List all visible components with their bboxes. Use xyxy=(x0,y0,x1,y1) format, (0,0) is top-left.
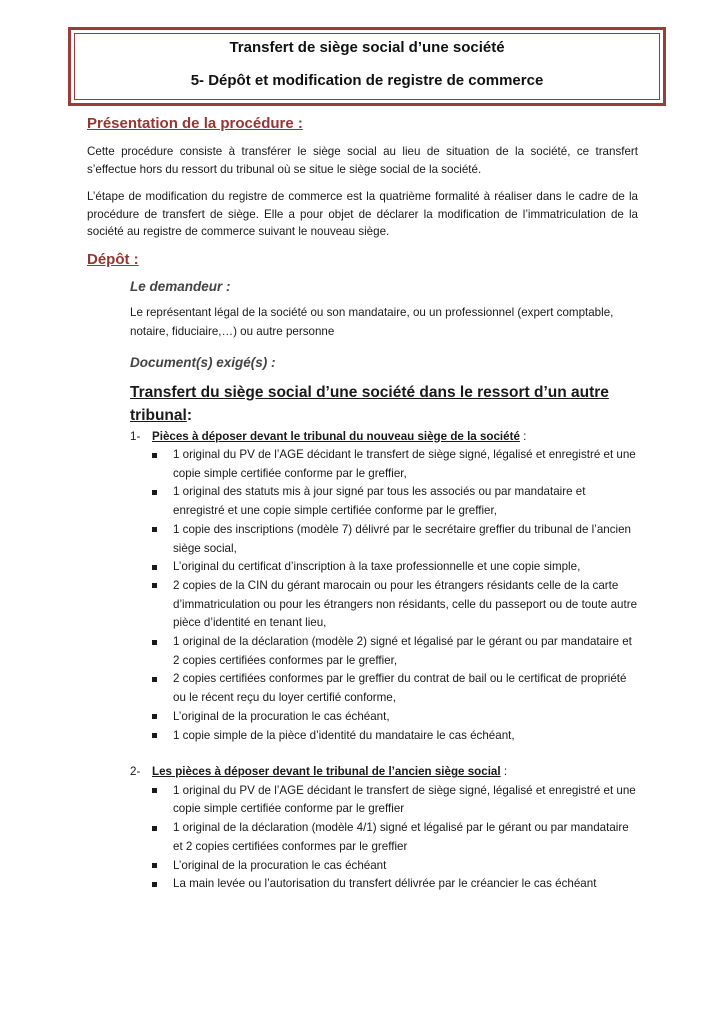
document-subtitle: 5- Dépôt et modification de registre de commerce xyxy=(190,72,544,89)
documents-heading: Document(s) exigé(s) : xyxy=(130,354,276,370)
group-1-suffix: : xyxy=(519,429,527,443)
group-1-number: 1- xyxy=(130,429,141,443)
group-1-heading xyxy=(87,428,638,447)
demandeur-text: Le représentant légal de la société ou son mandataire, ou un professionnel (expert comptable, notaire, fiduciaire,…) ou autre personne xyxy=(130,305,614,338)
list-item xyxy=(87,633,638,670)
list-item-text: 1 original du PV de l’AGE décidant le transfert de siège signé, légalisé et enregistré et une copie simple certifiée conforme par le greffier, xyxy=(173,448,636,480)
list-item-text: 2 copies de la CIN du gérant marocain ou pour les étrangers résidants celle de la carte d’immatriculation ou pour les étrangers non résidants, celle du passeport ou de toute autre pièce d’identité en tenant lieu, xyxy=(173,578,638,630)
demandeur-heading: Le demandeur : xyxy=(130,278,231,294)
presentation-paragraph-1: Cette procédure consiste à transférer le siège social au lieu de situation de la société, ce transfert s’effectue hors du ressort du tribunal où se situe le siège social de la société. xyxy=(87,145,638,176)
list-item-text: L’original du certificat d’inscription à la taxe professionnelle et une copie simple, xyxy=(173,560,581,574)
list-item xyxy=(87,558,638,577)
list-item xyxy=(87,857,638,876)
list-item xyxy=(87,727,638,746)
list-item xyxy=(87,521,638,558)
group-1-label: Pièces à déposer devant le tribunal du nouveau siège de la société xyxy=(152,429,520,443)
list-item-text: 1 copie simple de la pièce d’identité du mandataire le cas échéant, xyxy=(173,728,515,742)
group-1-list xyxy=(87,446,638,745)
document-title: Transfert de siège social d’une société xyxy=(229,39,505,56)
transfer-heading xyxy=(87,381,638,427)
group-2-suffix: : xyxy=(500,765,508,779)
square-bullet-icon xyxy=(152,527,157,532)
square-bullet-icon xyxy=(152,714,157,719)
square-bullet-icon xyxy=(152,788,157,793)
square-bullet-icon xyxy=(152,733,157,738)
list-item-text: L’original de la procuration le cas échéant xyxy=(173,858,387,872)
list-item xyxy=(87,875,638,894)
presentation-heading: Présentation de la procédure : xyxy=(87,115,303,132)
list-item-text: 1 original de la déclaration (modèle 2) signé et légalisé par le gérant ou par mandataire et 2 copies certifiées conformes par le greffier, xyxy=(173,635,632,667)
list-item-text: L’original de la procuration le cas échéant, xyxy=(173,709,390,723)
list-item-text: 1 copie des inscriptions (modèle 7) délivré par le secrétaire greffier du tribunal de l’ancien siège social, xyxy=(173,522,631,555)
document-body xyxy=(87,115,638,894)
list-item-text: 1 original de la déclaration (modèle 4/1) signé et légalisé par le gérant ou par mandataire et 2 copies certifiées conformes par le greffier xyxy=(173,821,629,853)
square-bullet-icon xyxy=(152,565,157,570)
depot-heading: Dépôt : xyxy=(87,250,139,268)
list-item xyxy=(87,483,638,520)
list-item xyxy=(87,577,638,633)
group-2-number: 2- xyxy=(130,765,141,779)
list-item-text: La main levée ou l’autorisation du transfert délivrée par le créancier le cas échéant xyxy=(173,877,597,891)
transfer-heading-text: Transfert du siège social d’une société dans le ressort d’un autre tribunal xyxy=(130,383,609,424)
square-bullet-icon xyxy=(152,453,157,458)
square-bullet-icon xyxy=(152,640,157,645)
list-item-text: 2 copies certifiées conformes par le greffier du contrat de bail ou le certificat de propriété ou le récent reçu du loyer certifié conforme, xyxy=(173,672,627,705)
list-item-text: 1 original du PV de l’AGE décidant le transfert de siège signé, légalisé et enregistré et une copie simple certifiée conforme par le greffier xyxy=(173,783,636,816)
list-item xyxy=(87,670,638,707)
square-bullet-icon xyxy=(152,677,157,682)
list-item xyxy=(87,782,638,819)
square-bullet-icon xyxy=(152,490,157,495)
transfer-heading-suffix: : xyxy=(186,406,193,424)
presentation-paragraph-2: L’étape de modification du registre de commerce est la quatrième formalité à réaliser dans le cadre de la procédure de transfert de siège. Elle a pour objet de déclarer la modification de l’immatriculation de la société au registre de commerce suivant le nouveau siège. xyxy=(87,190,638,238)
square-bullet-icon xyxy=(152,826,157,831)
list-item xyxy=(87,819,638,856)
list-item xyxy=(87,446,638,483)
title-box xyxy=(68,27,666,106)
group-2-heading xyxy=(87,763,638,782)
square-bullet-icon xyxy=(152,583,157,588)
group-2-label: Les pièces à déposer devant le tribunal de l’ancien siège social xyxy=(152,765,501,779)
group-2-list xyxy=(87,782,638,894)
square-bullet-icon xyxy=(152,882,157,887)
list-item-text: 1 original des statuts mis à jour signé par tous les associés ou par mandataire et enregistré et une copie simple certifiée conforme par le greffier, xyxy=(173,485,586,518)
square-bullet-icon xyxy=(152,863,157,868)
list-item xyxy=(87,708,638,727)
